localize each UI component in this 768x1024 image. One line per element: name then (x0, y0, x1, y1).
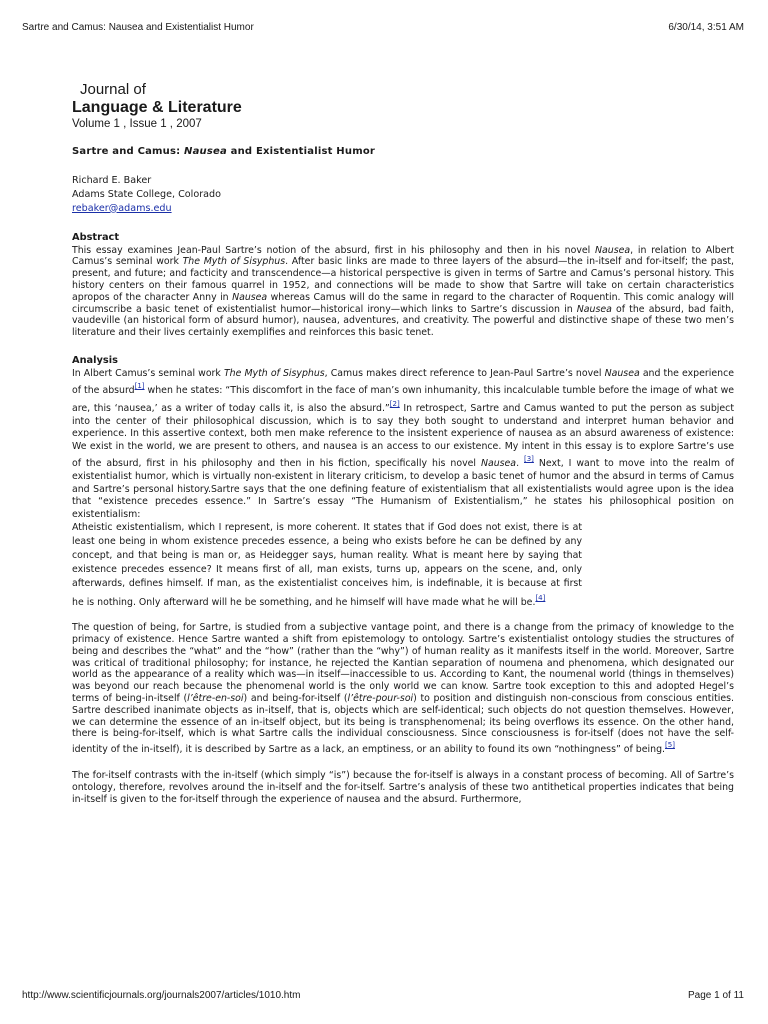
author-email-link[interactable]: rebaker@adams.edu (72, 202, 172, 214)
header-title: Sartre and Camus: Nausea and Existentialist Humor (22, 22, 254, 33)
article-title: Sartre and Camus: Nausea and Existentialist Humor (72, 146, 376, 157)
footnote-ref-2[interactable]: [2] (389, 399, 400, 408)
analysis-paragraph-1: In Albert Camus’s seminal work The Myth of Sisyphus, Camus makes direct reference to Jean-Paul Sartre’s novel Nausea and the experience of the absurd[1] when he states: “This discomfort in the face of man’s own inhumanity, this incalculable tumble before the image of what we are, this ‘nausea,’ as a writer of today calls it, is also the absurd.”[2] In retrospect, Sartre and Camus wanted to put the person as subject into the center of their philosophical discussion, which is to say they both sought to understand and interpret human behavior and experience. In this assertive context, both men make reference to the insistent experience of nausea as an absurd awareness of existence: We exist in the world, we are present to others, and nausea is an access to our existence. My intent in this essay is to explore Sartre’s use of the absurd, first in his philosophy and then in his fiction, specifically his novel Nausea. [3] Next, I want to move into the realm of existentialist humor, which is virtually non-existent in literary criticism, to develop a basic tenet of humor and the absurd in terms of Camus and Sartre’s personal history.Sartre says that the one defining feature of existentialism that all existentialists would agree upon is the idea that “existence precedes essence.” In Sartre’s essay “The Humanism of Existentialism,” he states his philosophical position on existentialism: (72, 367, 734, 520)
author-affiliation: Adams State College, Colorado (72, 188, 221, 200)
journal-masthead (72, 82, 242, 131)
footnote-ref-4[interactable]: [4] (535, 594, 546, 603)
author-block (72, 174, 734, 216)
abstract-paragraph: This essay examines Jean-Paul Sartre’s notion of the absurd, first in his philosophy and then in his novel Nausea, in relation to Albert Camus’s seminal work The Myth of Sisyphus. After basic links are made to three layers of the absurd—the in-itself and for-itself; the past, present, and future; and facticity and transcendence—a historical perspective is given in terms of Sartre and Camus’s personal history. This history centers on their famous quarrel in 1952, and connections will be made to show that Sartre will take on certain characteristics apropos of the character Anny in Nausea whereas Camus will do the same in regard to the character of Roquentin. This comic analogy will circumscribe a basic tenet of existentialist humor—historical irony—which links to Sartre’s discussion in Nausea of the absurd, bad faith, vaudeville (an historical form of absurd humor), nausea, adventures, and creativity. The powerful and distinctive shape of these two men’s literature and their lives certainly exemplifies and reinforces this basic tenet. (72, 244, 734, 339)
journal-volume: Volume 1 , Issue 1 , 2007 (72, 118, 202, 130)
article-content (72, 146, 734, 805)
journal-name: Language & Literature (72, 99, 242, 116)
abstract-heading: Abstract (72, 231, 120, 243)
footnote-ref-1[interactable]: [1] (134, 382, 145, 391)
analysis-paragraph-3: The for-itself contrasts with the in-itself (which simply “is”) because the for-itself is always in a constant process of becoming. All of Sartre’s ontology, therefore, revolves around the in-itself and the for-itself. Sartre’s analysis of these two antithetical properties indicates that being in-itself is given to the for-itself through the experience of nausea and the absurd. Furthermore, (72, 770, 734, 805)
footnote-ref-5[interactable]: [5] (665, 741, 675, 750)
footer-url: http://www.scientificjournals.org/journals2007/articles/1010.htm (22, 990, 301, 1001)
analysis-heading: Analysis (72, 354, 118, 366)
footnote-ref-3[interactable]: [3] (524, 455, 534, 464)
header-datetime: 6/30/14, 3:51 AM (668, 22, 744, 33)
footer-page-number: Page 1 of 11 (688, 990, 744, 1001)
author-name: Richard E. Baker (72, 174, 152, 186)
block-quote: Atheistic existentialism, which I represent, is more coherent. It states that if God does not exist, there is at least one being in whom existence precedes essence, a being who exists before he can be defined by any concept, and that being is man or, as Heidegger says, human reality. What is meant here by saying that existence precedes essence? It means first of all, man exists, turns up, appears on the scene, and, only afterwards, defines himself. If man, as the existentialist conceives him, is indefinable, it is because at first he is nothing. Only afterward will he be something, and he himself will have made what he will be.[4] (72, 522, 582, 609)
analysis-paragraph-2: The question of being, for Sartre, is studied from a subjective vantage point, and there is a change from the primacy of knowledge to the primacy of existence. Hence Sartre wanted a shift from epistemology to ontology. Sartre’s existentialist ontology studies the structures of being and describes the “what” and the “how” (rather than the “why”) of human reality as it manifests itself in the world. Moreover, Sartre was critical of traditional philosophy; for instance, he rejected the Kantian separation of noumena and phenomena, which designated our world as the appearance of a reality which was—in itself—inaccessible to us. According to Kant, the noumenal world (things in themselves) was beyond our reach because the phenomenal world is the only world we can know. Sartre took exception to this and adopted Hegel’s terms of being-in-itself (l’être-en-soi) and being-for-itself (l’être-pour-soi) to position and distinguish non-conscious from conscious entities. Sartre described inanimate objects as in-itself, that is, objects which are self-identical; such objects do not question themselves. However, we can determine the essence of an in-itself object, but its being is transphenomenal; its being overflows its essence. On the other hand, there is being-for-itself, which is what Sartre calls the individual consciousness. Since consciousness is for-itself (does not have the self-identity of the in-itself), it is described by Sartre as a lack, an emptiness, or an ability to found its own “nothingness” of being.[5] (72, 622, 734, 756)
journal-line1: Journal of (80, 81, 146, 98)
